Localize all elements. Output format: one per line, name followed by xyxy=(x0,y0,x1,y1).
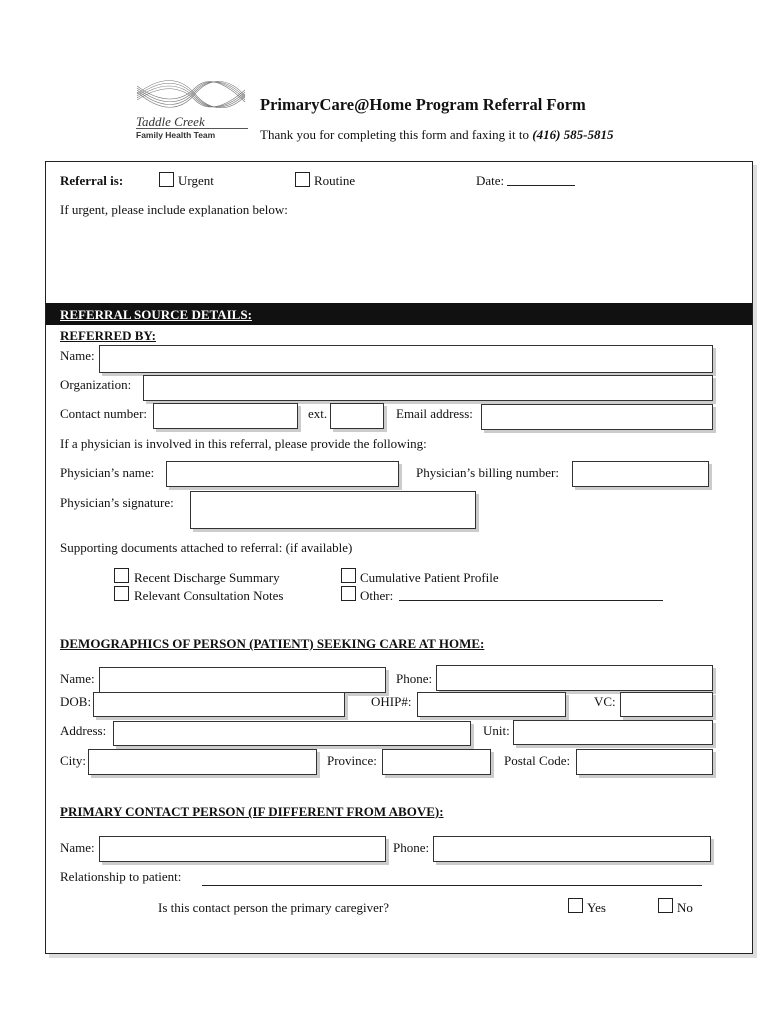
email-input[interactable] xyxy=(481,404,713,430)
caregiver-yes-checkbox[interactable] xyxy=(568,898,583,913)
patient-name-input[interactable] xyxy=(99,667,386,693)
unit-label: Unit: xyxy=(483,723,510,738)
cumulative-profile-checkbox[interactable] xyxy=(341,568,356,583)
ext-input[interactable] xyxy=(330,403,384,429)
referral-source-header: REFERRAL SOURCE DETAILS: xyxy=(46,303,752,325)
ext-label: ext. xyxy=(308,406,328,421)
fax-number: (416) 585-5815 xyxy=(532,127,614,142)
vc-label: VC: xyxy=(594,694,616,709)
discharge-summary-checkbox[interactable] xyxy=(114,568,129,583)
routine-checkbox[interactable] xyxy=(295,172,310,187)
date-field[interactable] xyxy=(507,170,575,186)
consultation-notes-checkbox[interactable] xyxy=(114,586,129,601)
urgent-label: Urgent xyxy=(178,173,214,188)
unit-input[interactable] xyxy=(513,720,713,745)
contact-name-label: Name: xyxy=(60,840,95,855)
dob-label: DOB: xyxy=(60,694,92,709)
logo-name: Taddle Creek xyxy=(136,114,205,129)
organization-input[interactable] xyxy=(143,375,713,401)
primary-contact-heading: PRIMARY CONTACT PERSON (IF DIFFERENT FROM ABOVE): xyxy=(60,804,444,819)
city-input[interactable] xyxy=(88,749,317,775)
discharge-summary-label: Recent Discharge Summary xyxy=(134,570,280,585)
other-field[interactable] xyxy=(399,586,663,601)
patient-phone-label: Phone: xyxy=(396,671,433,686)
contact-number-label: Contact number: xyxy=(60,406,148,421)
dob-input[interactable] xyxy=(93,692,345,717)
logo-divider xyxy=(136,128,248,129)
caregiver-no-checkbox[interactable] xyxy=(658,898,673,913)
province-label: Province: xyxy=(327,753,377,768)
form-title: PrimaryCare@Home Program Referral Form xyxy=(260,95,586,114)
taddle-creek-logo-icon xyxy=(135,74,247,116)
supporting-docs-label: Supporting documents attached to referral: (if available) xyxy=(60,540,353,555)
urgent-explanation-label: If urgent, please include explanation below: xyxy=(60,202,288,217)
postal-code-input[interactable] xyxy=(576,749,713,775)
ohip-label: OHIP#: xyxy=(371,694,412,709)
other-label: Other: xyxy=(360,588,394,603)
address-label: Address: xyxy=(60,723,107,738)
referred-by-heading: REFERRED BY: xyxy=(60,328,156,343)
vc-input[interactable] xyxy=(620,692,713,717)
physician-note: If a physician is involved in this referral, please provide the following: xyxy=(60,436,427,451)
routine-label: Routine xyxy=(314,173,356,188)
email-label: Email address: xyxy=(396,406,473,421)
physician-signature-input[interactable] xyxy=(190,491,476,529)
patient-phone-input[interactable] xyxy=(436,665,713,691)
urgent-explanation-area[interactable] xyxy=(60,222,740,298)
organization-label: Organization: xyxy=(60,377,132,392)
referrer-name-input[interactable] xyxy=(99,345,713,373)
billing-number-label: Physician’s billing number: xyxy=(416,465,559,480)
contact-name-input[interactable] xyxy=(99,836,386,862)
city-label: City: xyxy=(60,753,87,768)
province-input[interactable] xyxy=(382,749,491,775)
fax-instructions: Thank you for completing this form and faxing it to (416) 585-5815 xyxy=(260,127,614,142)
referrer-name-label: Name: xyxy=(60,348,95,363)
caregiver-yes-label: Yes xyxy=(587,900,606,915)
demographics-heading: DEMOGRAPHICS OF PERSON (PATIENT) SEEKING CARE AT HOME: xyxy=(60,636,485,651)
urgent-checkbox[interactable] xyxy=(159,172,174,187)
cumulative-profile-label: Cumulative Patient Profile xyxy=(360,570,499,585)
contact-phone-input[interactable] xyxy=(433,836,711,862)
relationship-field[interactable] xyxy=(202,870,702,886)
consultation-notes-label: Relevant Consultation Notes xyxy=(134,588,284,603)
physician-name-label: Physician’s name: xyxy=(60,465,155,480)
caregiver-no-label: No xyxy=(677,900,693,915)
contact-phone-label: Phone: xyxy=(393,840,430,855)
relationship-label: Relationship to patient: xyxy=(60,869,182,884)
address-input[interactable] xyxy=(113,721,471,746)
logo-subtitle: Family Health Team xyxy=(136,130,216,140)
caregiver-question: Is this contact person the primary caregiver? xyxy=(158,900,390,915)
contact-number-input[interactable] xyxy=(153,403,298,429)
date-label: Date: xyxy=(476,173,505,188)
billing-number-input[interactable] xyxy=(572,461,709,487)
ohip-input[interactable] xyxy=(417,692,566,717)
physician-signature-label: Physician’s signature: xyxy=(60,495,174,510)
referral-is-label: Referral is: xyxy=(60,173,124,188)
physician-name-input[interactable] xyxy=(166,461,399,487)
patient-name-label: Name: xyxy=(60,671,95,686)
postal-code-label: Postal Code: xyxy=(504,753,571,768)
other-checkbox[interactable] xyxy=(341,586,356,601)
